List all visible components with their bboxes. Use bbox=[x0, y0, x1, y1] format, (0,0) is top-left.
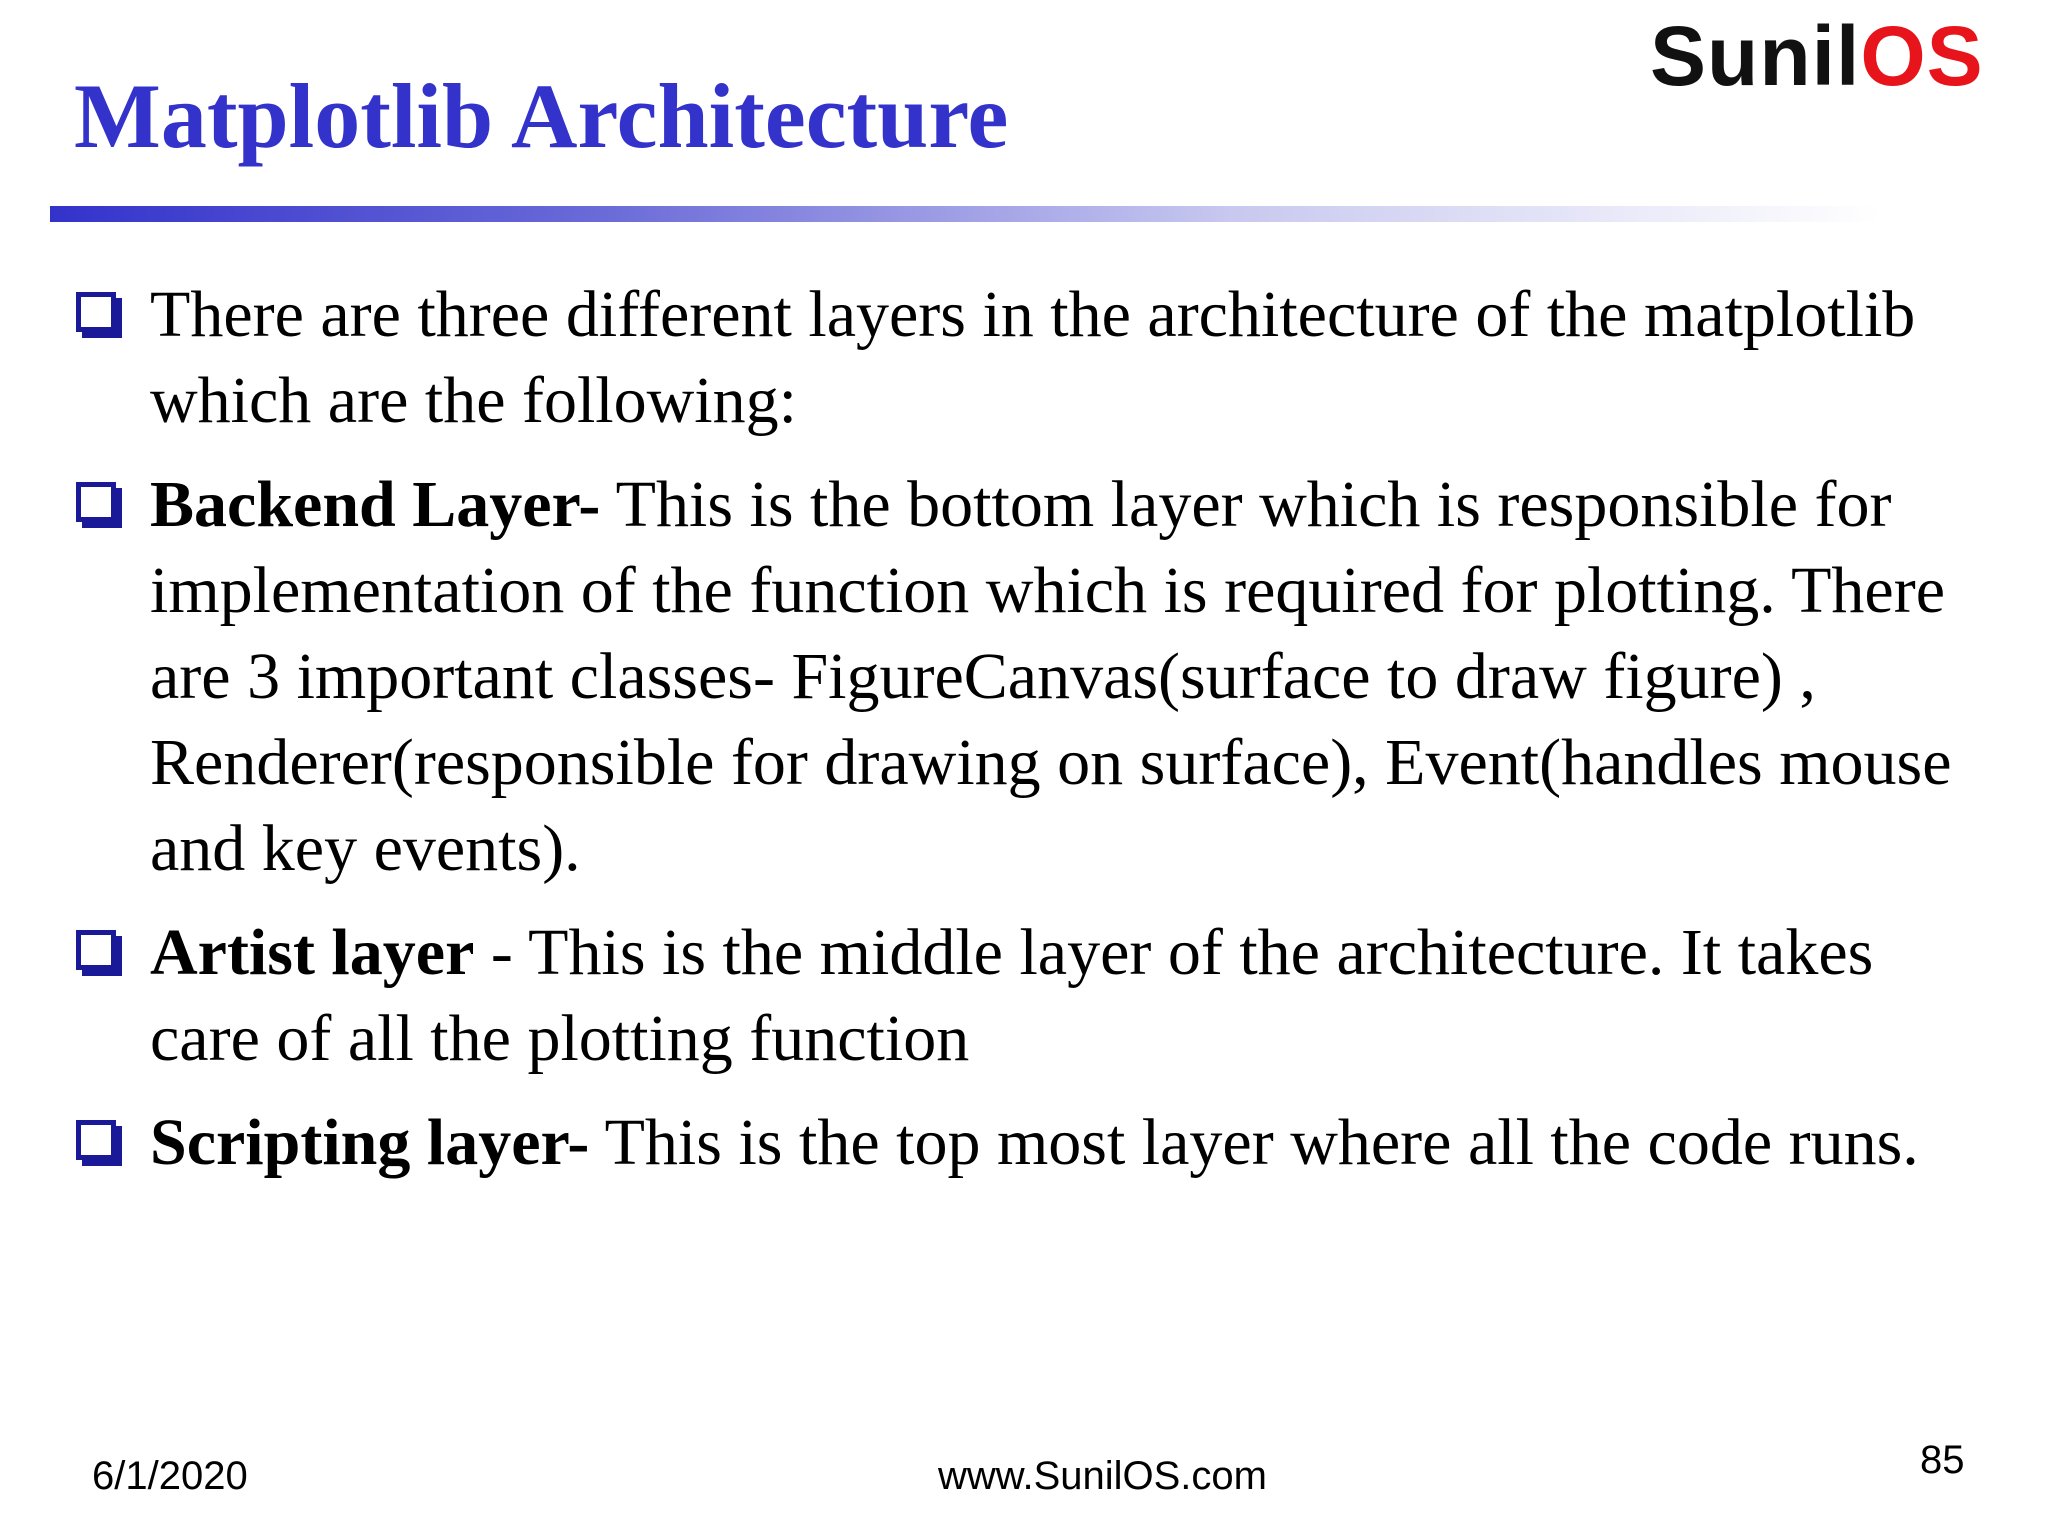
bullet-heading: Scripting layer- bbox=[150, 1106, 590, 1179]
bullet-item-intro bbox=[76, 272, 1976, 444]
bullet-item-artist-layer bbox=[76, 910, 1976, 1082]
bullet-item-scripting-layer bbox=[76, 1100, 1976, 1186]
title-underline bbox=[50, 206, 1880, 222]
page-number: 85 bbox=[1920, 1438, 1965, 1482]
bullet-text: - This is the middle layer of the architecture. It takes care of all the plotting function bbox=[150, 916, 1874, 1075]
checkbox-bullet-icon bbox=[76, 482, 116, 522]
footer-date: 6/1/2020 bbox=[92, 1454, 248, 1498]
bullet-list bbox=[76, 272, 1976, 1204]
logo-text-os: OS bbox=[1860, 9, 1984, 103]
slide-title: Matplotlib Architecture bbox=[74, 65, 1009, 167]
bullet-heading: Artist layer bbox=[150, 916, 475, 989]
checkbox-bullet-icon bbox=[76, 930, 116, 970]
bullet-item-backend-layer bbox=[76, 462, 1976, 892]
sunilos-logo bbox=[1650, 9, 1984, 103]
bullet-heading: Backend Layer- bbox=[150, 468, 601, 541]
bullet-text: This is the bottom layer which is responsible for implementation of the function which is required for plotting. There are 3 important classes- FigureCanvas(surface to draw figure) , Renderer(responsible for drawing on surface), Event(handles mouse and key events). bbox=[150, 468, 1952, 885]
checkbox-bullet-icon bbox=[76, 292, 116, 332]
checkbox-bullet-icon bbox=[76, 1120, 116, 1160]
bullet-text: This is the top most layer where all the code runs. bbox=[589, 1106, 1919, 1179]
logo-text-sunil: Sunil bbox=[1650, 9, 1861, 103]
bullet-text: There are three different layers in the architecture of the matplotlib which are the following: bbox=[150, 278, 1916, 437]
footer-url: www.SunilOS.com bbox=[938, 1454, 1267, 1498]
